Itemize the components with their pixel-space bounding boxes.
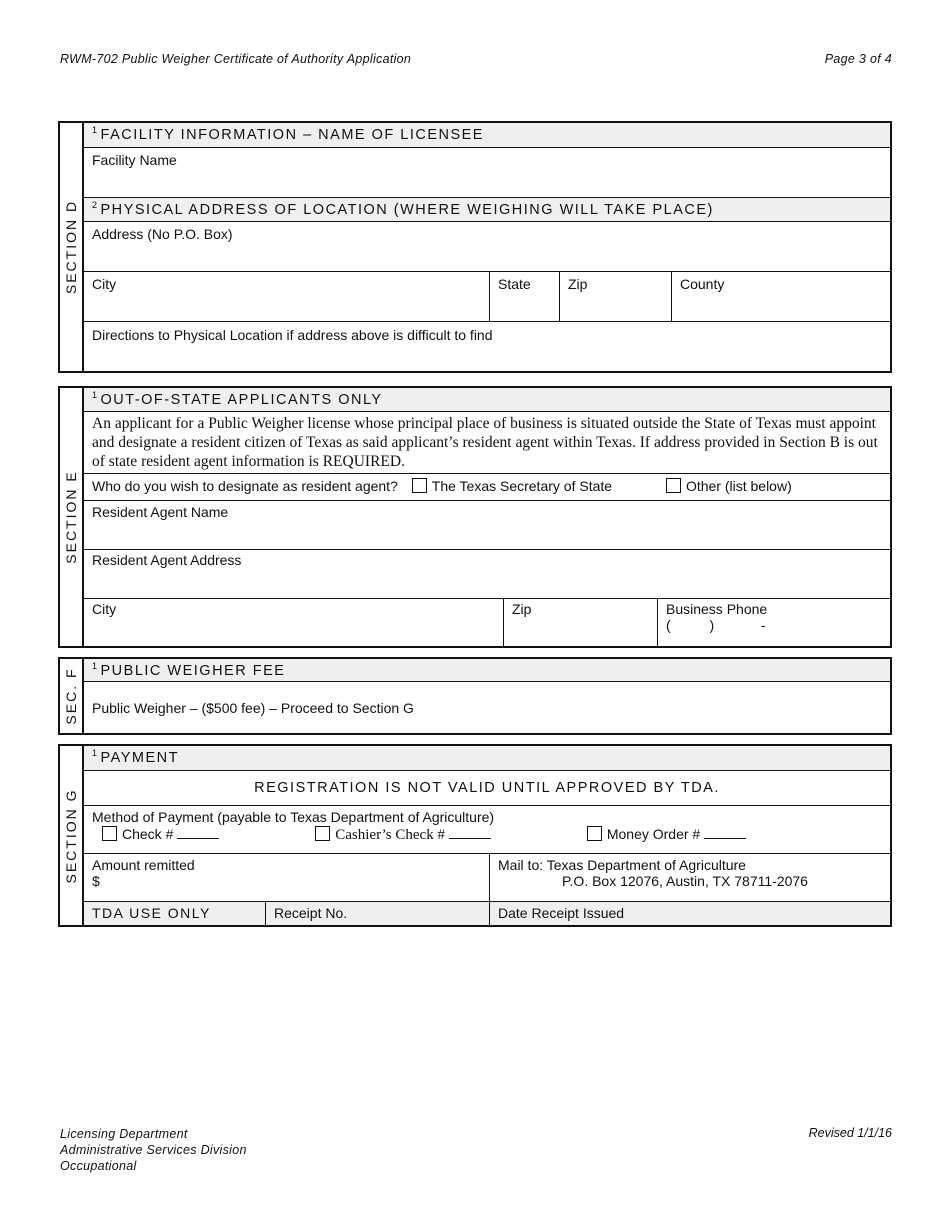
page-number: Page 3 of 4 — [824, 52, 892, 66]
section-e-label: SECTION E — [60, 388, 84, 646]
out-of-state-paragraph: An applicant for a Public Weigher license whose principal place of business is situated outside the State of Texas must appoint and designate a resident citizen of Texas as said applicant’s resident agent within Texas. If address provided in Section B is out of state resident agent information is REQUIRED. — [84, 412, 890, 474]
mail-to-block: Mail to: Texas Department of Agriculture P.O. Box 12076, Austin, TX 78711-2076 — [489, 854, 890, 901]
method-of-payment: Method of Payment (payable to Texas Department of Agriculture) Check # Cashier’s Check # Money Order # — [84, 806, 890, 854]
payment-header: $^1$ PAYMENT — [84, 746, 890, 771]
resident-agent-question: Who do you wish to designate as resident agent? The Texas Secretary of State Other (list below) — [84, 474, 890, 501]
facility-info-header: $^1$ FACILITY INFORMATION – NAME OF LICENSEE — [84, 123, 890, 148]
section-d — [58, 121, 892, 373]
section-g — [58, 744, 892, 927]
zip-field[interactable]: Zip — [559, 272, 671, 321]
physical-address-header: $^2$ PHYSICAL ADDRESS OF LOCATION (WHERE WEIGHING WILL TAKE PLACE) — [84, 198, 890, 222]
out-of-state-header: $^1$ OUT-OF-STATE APPLICANTS ONLY — [84, 388, 890, 412]
section-g-label: SECTION G — [60, 746, 84, 925]
form-title: RWM-702 Public Weigher Certificate of Authority Application — [60, 52, 412, 66]
footer-revised: Revised 1/1/16 — [808, 1126, 892, 1140]
cashiers-check-checkbox[interactable] — [315, 826, 330, 841]
business-phone-field[interactable]: Business Phone ( ) - — [657, 599, 890, 646]
amount-remitted-field[interactable]: Amount remitted $ — [92, 857, 195, 889]
secretary-of-state-checkbox[interactable] — [412, 478, 427, 493]
section-f-label: SEC. F — [60, 659, 84, 733]
money-order-number-field[interactable] — [704, 838, 746, 839]
resident-agent-address-field[interactable]: Resident Agent Address — [84, 550, 890, 599]
resident-agent-name-field[interactable]: Resident Agent Name — [84, 501, 890, 550]
directions-field[interactable]: Directions to Physical Location if address above is difficult to find — [92, 327, 493, 343]
section-d-label: SECTION D — [60, 123, 84, 371]
cashiers-check-number-field[interactable] — [449, 838, 491, 839]
address-field[interactable]: Address (No P.O. Box) — [84, 222, 890, 272]
money-order-checkbox[interactable] — [587, 826, 602, 841]
state-field[interactable]: State — [489, 272, 559, 321]
date-receipt-issued-field: Date Receipt Issued — [489, 902, 890, 925]
receipt-number-field: Receipt No. — [265, 902, 489, 925]
fee-text: Public Weigher – ($500 fee) – Proceed to Section G — [92, 699, 414, 716]
agent-zip-field[interactable]: Zip — [503, 599, 657, 646]
county-field[interactable]: County — [671, 272, 890, 321]
section-f — [58, 657, 892, 735]
check-checkbox[interactable] — [102, 826, 117, 841]
agent-city-field[interactable]: City — [92, 601, 117, 617]
check-number-field[interactable] — [177, 838, 219, 839]
fee-header: $^1$ PUBLIC WEIGHER FEE — [84, 659, 890, 682]
other-checkbox[interactable] — [666, 478, 681, 493]
footer-department: Licensing Department Administrative Services Division Occupational — [60, 1127, 247, 1173]
registration-notice: REGISTRATION IS NOT VALID UNTIL APPROVED BY TDA. — [84, 771, 890, 806]
facility-name-field[interactable]: Facility Name — [84, 148, 890, 198]
city-field[interactable]: City — [92, 276, 117, 292]
tda-use-only: TDA USE ONLY — [92, 905, 211, 921]
section-e — [58, 386, 892, 648]
